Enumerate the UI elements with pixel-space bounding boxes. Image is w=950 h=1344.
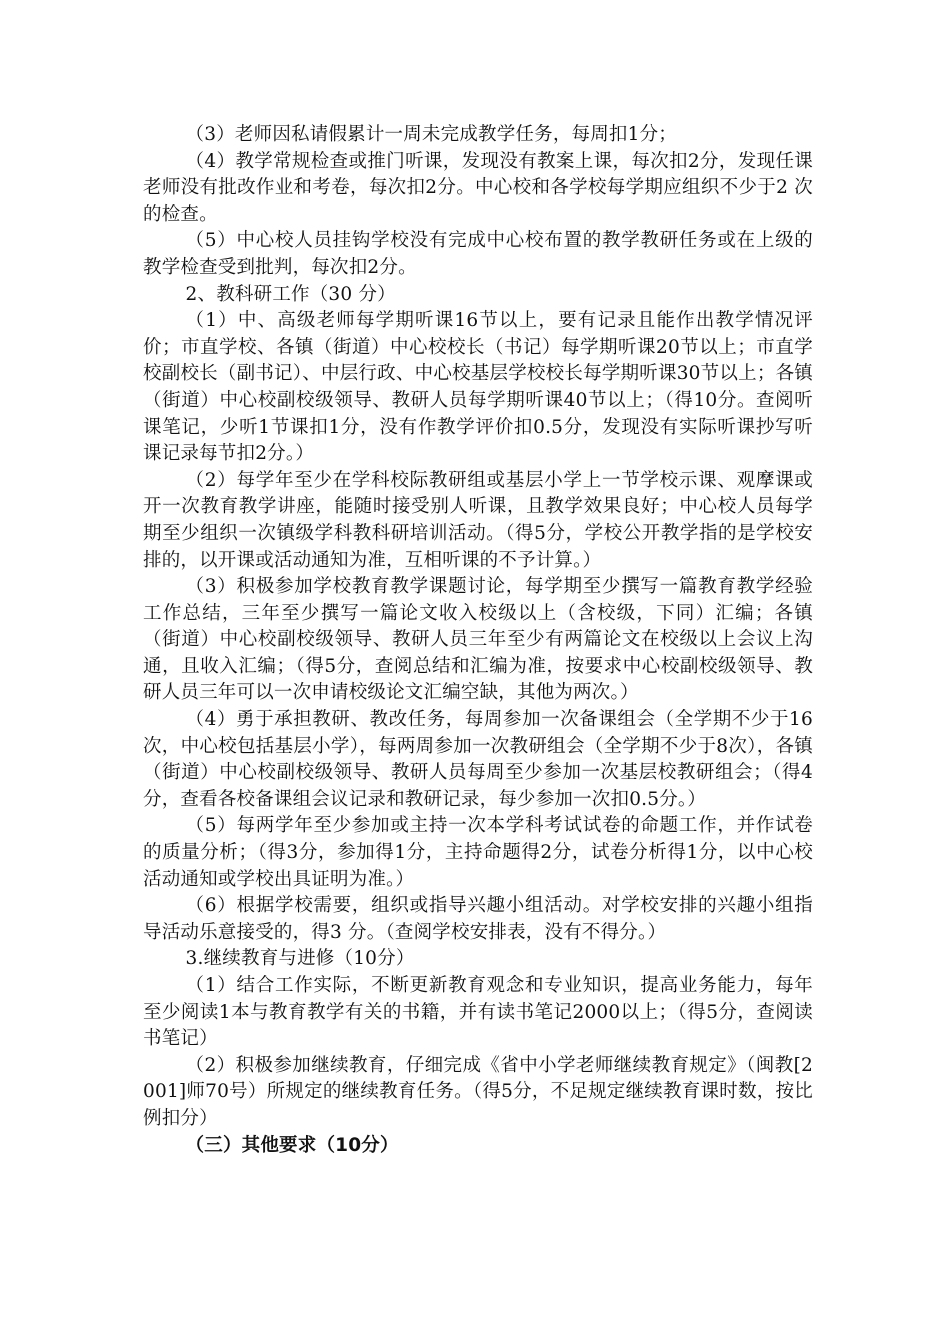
paragraph-research-meetings: （4）勇于承担教研、教改任务，每周参加一次备课组会（全学期不少于16次，中心校包括基层小学），每两周参加一次教研组会（全学期不少于8次），各镇（街道）中心校副校级领导、教研人员每周至少参加一次基层校教研组会；（得4分，查看各校备课组会议记录和教研记录，每少参加一次扣0.5分。） bbox=[143, 709, 813, 810]
paragraph-continuing-education-tasks: （2）积极参加继续教育，仔细完成《省中小学老师继续教育规定》（闽教[2001]师70号）所规定的继续教育任务。（得5分，不足规定继续教育课时数，按比例扣分） bbox=[143, 1054, 813, 1129]
section-heading-research-work: 2、教科研工作（30 分） bbox=[185, 283, 396, 305]
paragraph-demo-lesson: （2）每学年至少在学科校际教研组或基层小学上一节学校示课、观摩课或开一次教育教学讲座，能随时接受别人听课，且教学效果良好；中心校人员每学期至少组织一次镇级学科教科研培训活动。（得5分，学校公开教学指的是学校安排的，以开课或活动通知为准，互相听课的不予计算。） bbox=[143, 469, 813, 571]
paragraph-interest-groups: （6）根据学校需要，组织或指导兴趣小组活动。对学校安排的兴趣小组指导活动乐意接受的，得3 分。（查阅学校安排表，没有不得分。） bbox=[143, 895, 813, 943]
paragraph-center-school-staff: （5）中心校人员挂钩学校没有完成中心校布置的教学教研任务或在上级的教学检查受到批判，每次扣2分。 bbox=[143, 230, 813, 278]
section-heading-other-requirements: （三）其他要求（10分） bbox=[185, 1134, 399, 1156]
paragraph-lesson-observation: （1）中、高级老师每学期听课16节以上，要有记录且能作出教学情况评价；市直学校、各镇（街道）中心校校长（书记）每学期听课20节以上；市直学校副校长（副书记）、中层行政、中心校基层学校校长每学期听课30节以上；各镇（街道）中心校副校级领导、教研人员每学期听课40节以上；（得10分。查阅听课笔记，少听1节课扣1分，没有作教学评价扣0.5分，发现没有实际听课抄写听课记录每节扣2分。） bbox=[143, 310, 813, 465]
document-body bbox=[143, 122, 813, 1159]
paragraph-reading-notes: （1）结合工作实际，不断更新教育观念和专业知识，提高业务能力，每年至少阅读1本与教育教学有关的书籍，并有读书笔记2000以上；（得5分，查阅读书笔记） bbox=[143, 975, 813, 1050]
paragraph-research-papers: （3）积极参加学校教育教学课题讨论，每学期至少撰写一篇教育教学经验工作总结，三年至少撰写一篇论文收入校级以上（含校级，下同）汇编；各镇（街道）中心校副校级领导、教研人员三年至少有两篇论文在校级以上会议上沟通，且收入汇编；（得5分，查阅总结和汇编为准，按要求中心校副校级领导、教研人员三年可以一次申请校级论文汇编空缺，其他为两次。） bbox=[143, 576, 813, 704]
section-heading-continuing-education: 3.继续教育与进修（10分） bbox=[185, 948, 415, 970]
paragraph-exam-paper-setting: （5）每两学年至少参加或主持一次本学科考试试卷的命题工作，并作试卷的质量分析；（得3分，参加得1分，主持命题得2分，试卷分析得1分，以中心校活动通知或学校出具证明为准。） bbox=[143, 815, 813, 890]
paragraph-leave-deduction: （3）老师因私请假累计一周未完成教学任务，每周扣1分； bbox=[185, 124, 677, 145]
paragraph-routine-inspection: （4）教学常规检查或推门听课，发现没有教案上课，每次扣2分，发现任课老师没有批改作业和考卷，每次扣2分。中心校和各学校每学期应组织不少于2 次的检查。 bbox=[143, 150, 813, 225]
